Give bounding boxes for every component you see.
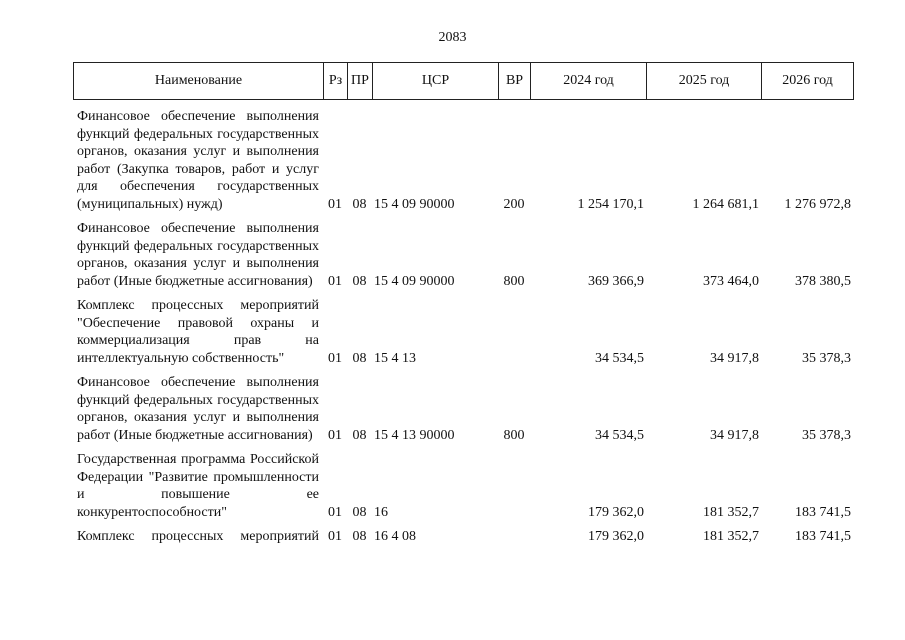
row-vr: 800 <box>503 273 525 289</box>
row-2026: 378 380,5 <box>795 273 851 289</box>
page-number: 2083 <box>438 30 467 45</box>
row-2024: 34 534,5 <box>595 350 644 366</box>
row-2024: 34 534,5 <box>595 427 644 443</box>
row-pr: 08 <box>352 350 367 366</box>
table-row <box>73 220 853 297</box>
row-pr: 08 <box>352 504 367 520</box>
row-vr: 200 <box>503 196 525 212</box>
row-2026: 1 276 972,8 <box>784 196 851 212</box>
row-2024: 369 366,9 <box>588 273 644 289</box>
row-vr <box>498 451 530 528</box>
row-csr: 15 4 13 90000 <box>374 427 455 443</box>
row-rz: 01 <box>328 529 342 544</box>
table-row <box>73 528 853 546</box>
row-2024: 179 362,0 <box>588 504 644 520</box>
row-2025: 34 917,8 <box>710 427 759 443</box>
row-rz: 01 <box>328 196 342 212</box>
row-2024: 179 362,0 <box>588 529 644 544</box>
row-csr: 15 4 13 <box>374 350 416 366</box>
row-pr: 08 <box>352 529 367 544</box>
row-2026: 35 378,3 <box>802 350 851 366</box>
header-rz: Рз <box>324 63 348 100</box>
row-2025: 34 917,8 <box>710 350 759 366</box>
header-vr: ВР <box>499 63 531 100</box>
row-vr: 800 <box>503 427 525 443</box>
header-2024: 2024 год <box>531 63 647 100</box>
budget-table <box>73 108 853 546</box>
row-rz: 01 <box>328 504 342 520</box>
table-row <box>73 297 853 374</box>
row-vr <box>498 297 530 374</box>
row-2025: 1 264 681,1 <box>692 196 759 212</box>
row-pr: 08 <box>352 427 367 443</box>
row-2025: 373 464,0 <box>703 273 759 289</box>
header-2026: 2026 год <box>762 63 854 100</box>
table-header <box>73 62 854 100</box>
row-vr <box>498 528 530 546</box>
table-row <box>73 108 853 220</box>
row-rz: 01 <box>328 427 342 443</box>
row-2026: 183 741,5 <box>795 504 851 520</box>
row-csr: 15 4 09 90000 <box>374 273 455 289</box>
row-2025: 181 352,7 <box>703 504 759 520</box>
table-row <box>73 451 853 528</box>
header-name: Наименование <box>74 63 324 100</box>
row-2024: 1 254 170,1 <box>577 196 644 212</box>
row-name: Финансовое обеспечение выполнения функций федеральных государственных органов, оказания услуг и выполнения работ (Иные бюджетные ассигнования) <box>77 375 319 443</box>
row-name: Комплекс процессных мероприятий "Обеспечение правовой охраны и коммерциализация прав на интеллектуальную собственность" <box>77 298 319 366</box>
header-pr: ПР <box>348 63 373 100</box>
row-name: Государственная программа Российской Федерации "Развитие промышленности и повышение ее конкурентоспособности" <box>77 452 319 520</box>
row-csr: 16 4 08 <box>374 529 416 544</box>
row-2025: 181 352,7 <box>703 529 759 544</box>
row-pr: 08 <box>352 196 367 212</box>
row-csr: 16 <box>374 504 388 520</box>
row-name: Финансовое обеспечение выполнения функций федеральных государственных органов, оказания услуг и выполнения работ (Иные бюджетные ассигнования) <box>77 221 319 289</box>
header-csr: ЦСР <box>373 63 499 100</box>
row-2026: 35 378,3 <box>802 427 851 443</box>
row-name: Комплекс процессных мероприятий <box>77 529 319 544</box>
header-2025: 2025 год <box>647 63 762 100</box>
row-csr: 15 4 09 90000 <box>374 196 455 212</box>
row-rz: 01 <box>328 273 342 289</box>
row-rz: 01 <box>328 350 342 366</box>
row-pr: 08 <box>352 273 367 289</box>
row-2026: 183 741,5 <box>795 529 851 544</box>
row-name: Финансовое обеспечение выполнения функций федеральных государственных органов, оказания услуг и выполнения работ (Закупка товаров, работ и услуг для обеспечения государственных (муниципальных) нужд) <box>77 109 319 212</box>
table-row <box>73 374 853 451</box>
